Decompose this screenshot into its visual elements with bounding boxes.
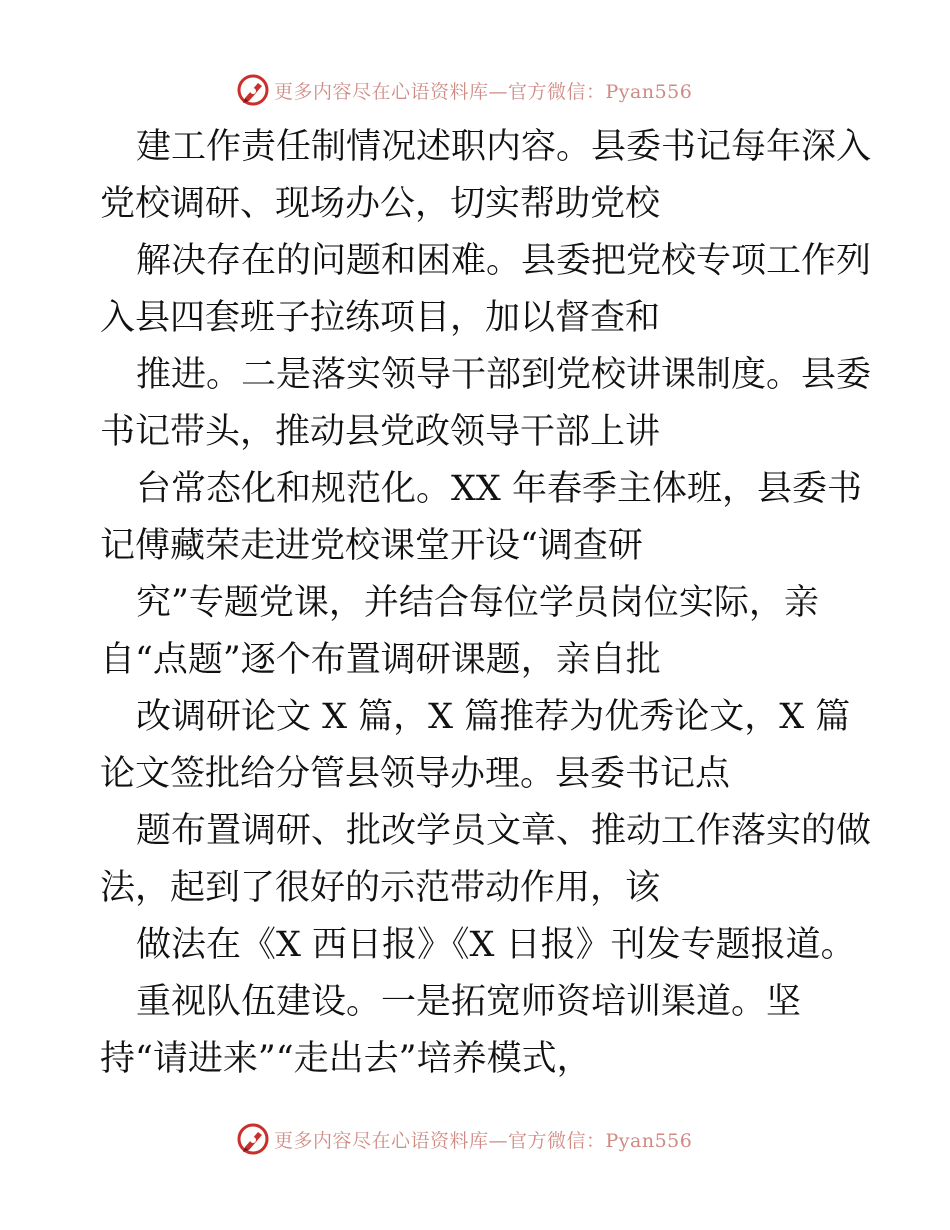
text-line: 党校调研、现场办公，切实帮助党校	[100, 184, 661, 224]
text-line: 题布置调研、批改学员文章、推动工作落实的做	[136, 811, 872, 851]
pen-logo-icon	[236, 73, 270, 107]
text-line: 持“请进来”“走出去”培养模式，	[100, 1039, 592, 1079]
text-line: 推进。二是落实领导干部到党校讲课制度。县委	[136, 355, 872, 395]
text-line: 台常态化和规范化。XX 年春季主体班，县委书	[136, 469, 862, 509]
text-line: 入县四套班子拉练项目，加以督查和	[100, 298, 661, 338]
text-line: 做法在《X 西日报》《X 日报》刊发专题报道。	[136, 925, 856, 965]
text-line: 解决存在的问题和困难。县委把党校专项工作列	[136, 241, 872, 281]
header-watermark-banner	[0, 72, 950, 108]
text-line: 重视队伍建设。一是拓宽师资培训渠道。坚	[136, 982, 802, 1022]
text-line: 书记带头，推动县党政领导干部上讲	[100, 412, 661, 452]
text-line: 建工作责任制情况述职内容。县委书记每年深入	[136, 127, 872, 167]
pen-logo-icon	[236, 1122, 270, 1156]
text-line: 论文签批给分管县领导办理。县委书记点	[100, 754, 731, 794]
text-line: 记傅藏荣走进党校课堂开设“调查研	[100, 526, 643, 566]
footer-watermark-banner	[0, 1121, 950, 1157]
watermark-text: 更多内容尽在心语资料库—官方微信：Pyan556	[274, 80, 693, 103]
text-line: 法，起到了很好的示范带动作用，该	[100, 868, 661, 908]
text-line: 改调研论文 X 篇，X 篇推荐为优秀论文，X 篇	[136, 697, 851, 737]
text-line: 究”专题党课，并结合每位学员岗位实际，亲	[136, 583, 819, 623]
text-line: 自“点题”逐个布置调研课题，亲自批	[100, 640, 661, 680]
watermark-text: 更多内容尽在心语资料库—官方微信：Pyan556	[274, 1129, 693, 1152]
